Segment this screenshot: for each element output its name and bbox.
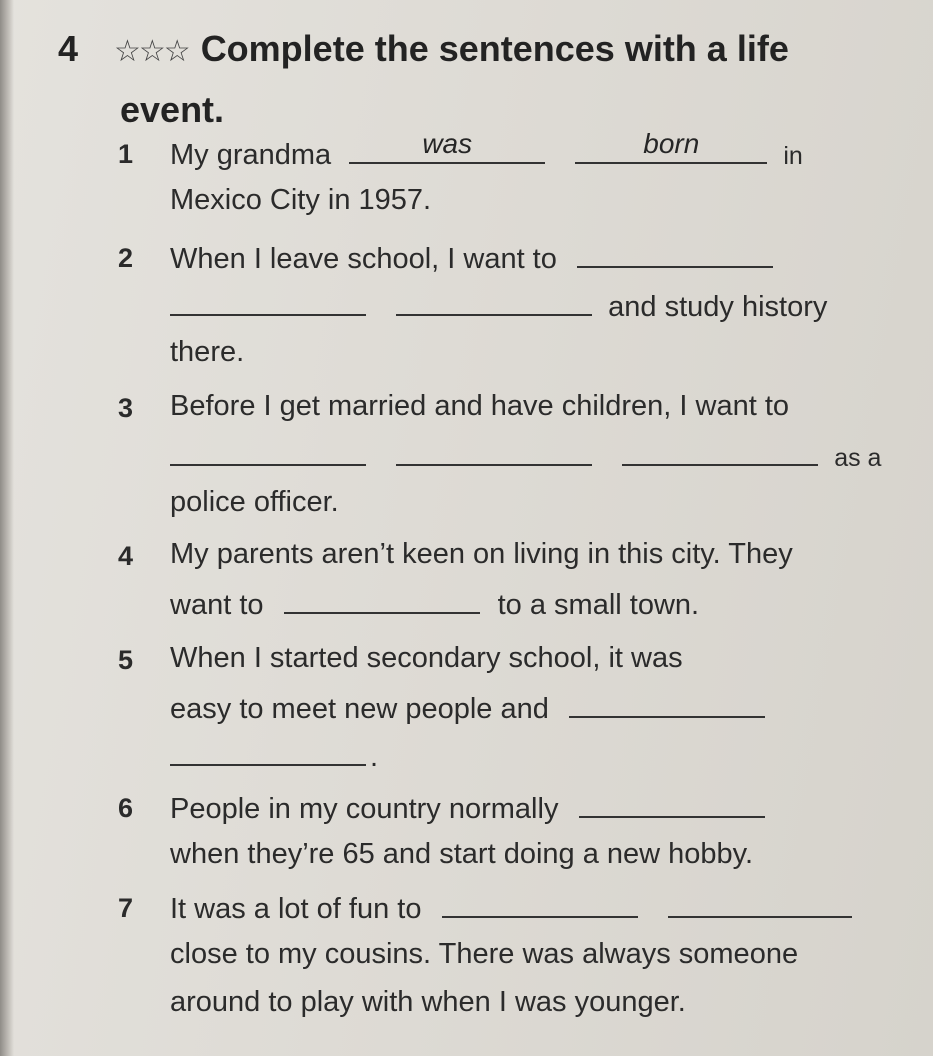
- sentence-text: When I leave school, I want to: [170, 243, 557, 275]
- item-number: 2: [118, 243, 134, 273]
- sentence-text: easy to meet new people and: [170, 693, 549, 725]
- answer-blank-1[interactable]: [579, 790, 765, 818]
- answer-blank-2[interactable]: [668, 890, 852, 918]
- exercise-heading: [58, 20, 878, 139]
- handwritten-answer: was: [422, 128, 473, 159]
- answer-blank-3[interactable]: [396, 288, 592, 316]
- answer-blank-1[interactable]: [569, 690, 765, 718]
- sentence-text: around to play with when I was younger.: [170, 986, 686, 1018]
- item-number: 4: [118, 541, 134, 571]
- sentence-text: there.: [170, 336, 245, 368]
- sentence-text: When I started secondary school, it was: [170, 642, 683, 674]
- sentence-text: .: [370, 741, 379, 773]
- sentence-text: My parents aren’t keen on living in this city. They: [170, 538, 793, 570]
- exercise-number: 4: [58, 28, 79, 69]
- instruction-line-1: Complete the sentences with a life: [200, 28, 789, 69]
- sentence-text: and study history: [608, 291, 828, 323]
- answer-blank-1[interactable]: [284, 586, 480, 614]
- answer-blank-2[interactable]: [396, 438, 592, 466]
- answer-blank-2[interactable]: [170, 288, 366, 316]
- sentence-text: It was a lot of fun to: [170, 893, 422, 925]
- sentence-text: as a: [834, 444, 882, 472]
- answer-blank-1[interactable]: [170, 438, 366, 466]
- sentence-text: in: [783, 142, 803, 170]
- answer-blank-1[interactable]: [442, 890, 638, 918]
- item-number: 5: [118, 645, 134, 675]
- sentence-text: Mexico City in 1957.: [170, 184, 432, 216]
- handwritten-answer: born: [643, 128, 700, 159]
- page-edge-shadow: [0, 0, 14, 1056]
- sentence-text: Before I get married and have children, I want to: [170, 390, 790, 422]
- sentence-text: My grandma: [170, 139, 332, 171]
- answer-blank-1[interactable]: [577, 240, 773, 268]
- answer-blank-1[interactable]: [349, 128, 545, 164]
- answer-blank-2[interactable]: [170, 738, 366, 766]
- instruction-line-2: event.: [120, 89, 225, 130]
- sentence-text: to a small town.: [497, 589, 700, 621]
- sentence-text: People in my country normally: [170, 793, 559, 825]
- sentence-text: want to: [170, 589, 264, 621]
- sentence-text: police officer.: [170, 486, 339, 518]
- sentence-text: when they’re 65 and start doing a new hobby.: [170, 838, 754, 870]
- item-number: 7: [118, 893, 134, 923]
- item-number: 3: [118, 393, 134, 423]
- difficulty-stars-icon: ☆☆☆: [114, 35, 189, 68]
- sentence-text: close to my cousins. There was always someone: [170, 938, 799, 970]
- item-number: 6: [118, 793, 134, 823]
- answer-blank-3[interactable]: [622, 438, 818, 466]
- item-number: 1: [118, 139, 134, 169]
- answer-blank-2[interactable]: [575, 128, 767, 164]
